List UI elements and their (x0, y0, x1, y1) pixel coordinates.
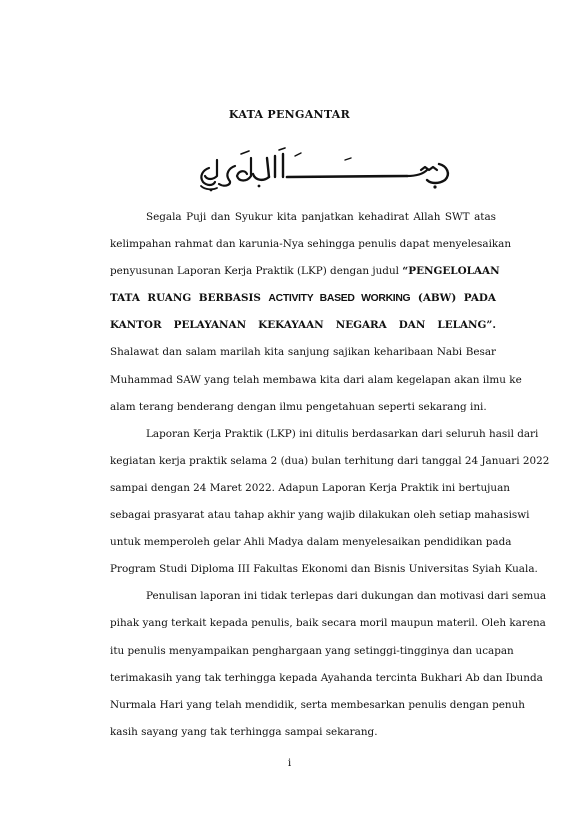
document-body (110, 204, 550, 746)
text-line: penyusunan Laporan Kerja Praktik (LKP) dengan judul “PENGELOLAAN (110, 265, 500, 278)
report-title-start: “PENGELOLAAN (402, 265, 500, 278)
text-line: Muhammad SAW yang telah membawa kita dari alam kegelapan akan ilmu ke (110, 373, 522, 386)
basmalah-calligraphy (195, 146, 495, 192)
text-line: KANTOR PELAYANAN KEKAYAAN NEGARA DAN LELANG”. (110, 319, 496, 332)
text-line: itu penulis menyampaikan penghargaan yang setinggi-tingginya dan ucapan (110, 644, 514, 657)
paragraph-1 (110, 204, 522, 421)
text-line: sampai dengan 24 Maret 2022. Adapun Laporan Kerja Praktik ini bertujuan (110, 481, 510, 494)
text-line: TATA RUANG BERBASIS ACTIVITY BASED WORKING (ABW) PADA (110, 292, 496, 305)
text-line: untuk memperoleh gelar Ahli Madya dalam menyelesaikan pendidikan pada (110, 536, 512, 549)
page-title: KATA PENGANTAR (228, 108, 351, 121)
text-line: terimakasih yang tak terhingga kepada Ayahanda tercinta Bukhari Ab dan Ibunda (110, 671, 543, 684)
text-line: Segala Puji dan Syukur kita panjatkan kehadirat Allah SWT atas (146, 211, 496, 223)
page-number: i (287, 757, 292, 769)
paragraph-3 (110, 583, 547, 746)
text-line: alam terang benderang dengan ilmu pengetahuan seperti sekarang ini. (110, 400, 487, 413)
text-line: kegiatan kerja praktik selama 2 (dua) bulan terhitung dari tanggal 24 Januari 2022 (110, 454, 550, 467)
report-title-italic-term: ACTIVITY BASED WORKING (268, 293, 411, 305)
text-line: Nurmala Hari yang telah mendidik, serta membesarkan penulis dengan penuh (110, 698, 525, 711)
text-line: Penulisan laporan ini tidak terlepas dari dukungan dan motivasi dari semua (146, 590, 547, 603)
text-line: kasih sayang yang tak terhingga sampai sekarang. (110, 725, 378, 738)
text-line: pihak yang terkait kepada penulis, baik secara moril maupun materil. Oleh karena (110, 617, 546, 630)
text-line: Program Studi Diploma III Fakultas Ekonomi dan Bisnis Universitas Syiah Kuala. (110, 563, 538, 576)
text-line: Laporan Kerja Praktik (LKP) ini ditulis berdasarkan dari seluruh hasil dari (146, 427, 539, 440)
basmalah-text: بِسْمِ اللَّهِ الرَّحْمَٰنِ الرَّحِيمِ (345, 176, 356, 177)
text-line: Shalawat dan salam marilah kita sanjung sajikan keharibaan Nabi Besar (110, 346, 496, 359)
text-line: sebagai prasyarat atau tahap akhir yang wajib dilakukan oleh setiap mahasiswi (110, 509, 530, 522)
paragraph-2 (110, 421, 550, 584)
text-line: kelimpahan rahmat dan karunia-Nya sehingga penulis dapat menyelesaikan (110, 238, 512, 251)
